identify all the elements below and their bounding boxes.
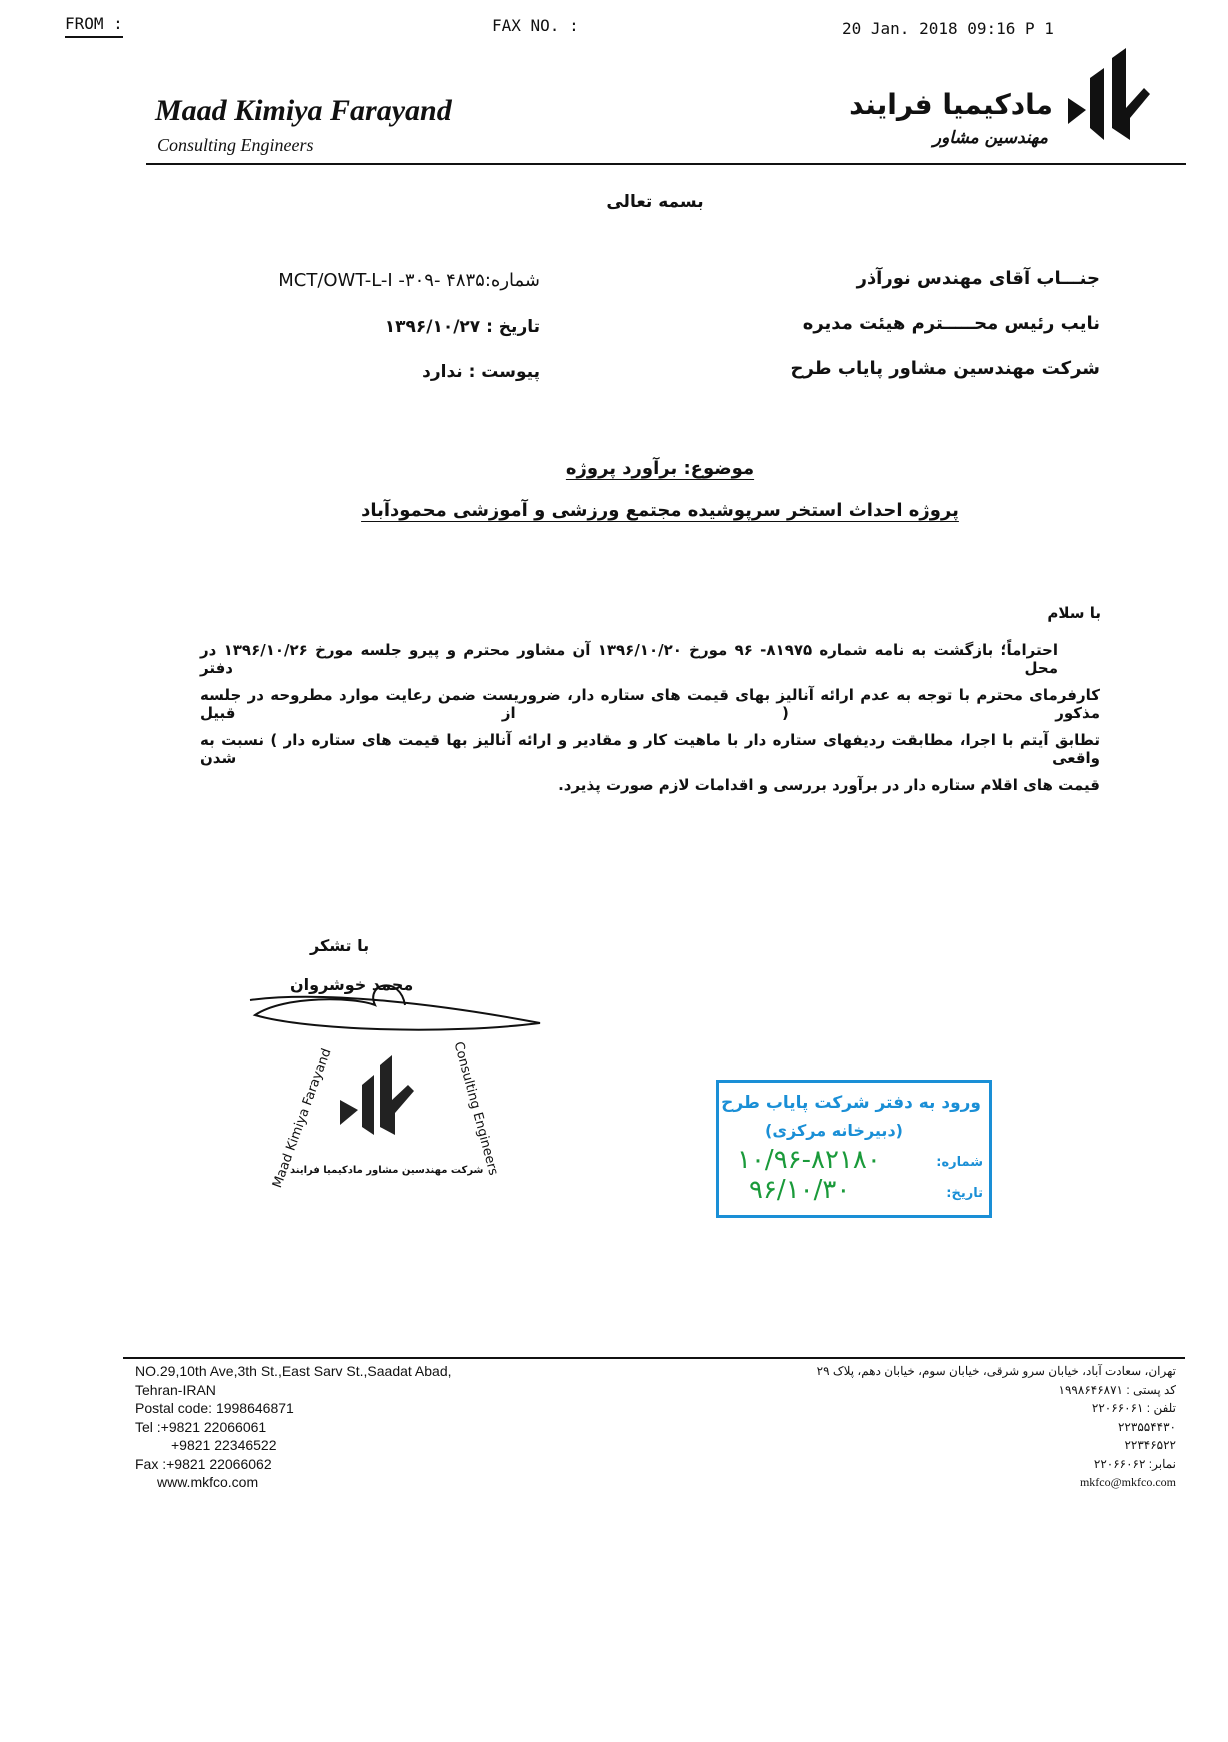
seal-logo-icon bbox=[340, 1055, 420, 1135]
fax-from-label: FROM : bbox=[65, 14, 123, 38]
footer-address-fa-line: تهران، سعادت آباد، خیابان سرو شرقی، خیابان سوم، خیابان دهم، پلاک ۲۹ bbox=[816, 1364, 1176, 1378]
receipt-stamp bbox=[716, 1080, 992, 1218]
signer-name: محمد خوشروان bbox=[290, 975, 414, 994]
footer-website[interactable]: www.mkfco.com bbox=[157, 1474, 259, 1490]
greeting: با سلام bbox=[1047, 604, 1101, 622]
company-logo-icon bbox=[1068, 48, 1158, 140]
footer-postal-fa: کد پستی : ۱۹۹۸۶۴۶۸۷۱ bbox=[1058, 1382, 1176, 1397]
receipt-stamp-title: ورود به دفتر شرکت پایاب طرح bbox=[721, 1093, 981, 1113]
footer-divider bbox=[123, 1357, 1185, 1359]
seal-text-en-right: Consulting Engineers bbox=[450, 1040, 501, 1178]
company-subtitle-fa: مهندسین مشاور bbox=[932, 128, 1048, 148]
closing: با تشکر bbox=[310, 936, 370, 955]
receipt-stamp-subtitle: (دبیرخانه مرکزی) bbox=[765, 1121, 903, 1140]
receipt-number-value: ۱۰/۹۶-۸۲۱۸۰ bbox=[737, 1145, 881, 1175]
company-subtitle-en: Consulting Engineers bbox=[157, 135, 314, 155]
receipt-number-label: شماره: bbox=[936, 1155, 983, 1170]
recipient-line-3: شرکت مهندسین مشاور پایاب طرح bbox=[790, 358, 1100, 379]
recipient-line-1: جنـــاب آقای مهندس نورآذر bbox=[856, 268, 1100, 289]
footer-postal-code: Postal code: 1998646871 bbox=[135, 1400, 294, 1416]
body-line: تطابق آیتم با اجرا، مطابقت ردیفهای ستاره دار با ماهیت کار و مقادیر و ارائه آنالیز بها قیمت های ستاره دار ) نسبت به واقعی شدن bbox=[200, 731, 1100, 767]
body-line: قیمت های اقلام ستاره دار در برآورد بررسی و اقدامات لازم صورت پذیرد. bbox=[558, 776, 1100, 794]
seal-text-en-left: Maad Kimiya Farayand bbox=[270, 1046, 335, 1191]
letter-date: تاریخ : ۱۳۹۶/۱۰/۲۷ bbox=[384, 317, 540, 337]
footer-address-en bbox=[135, 1362, 452, 1492]
company-name-fa: مادکیمیا فرایند bbox=[849, 88, 1053, 121]
recipient-line-2: نایب رئیس محـــــترم هیئت مدیره bbox=[802, 313, 1100, 334]
footer-fax-fa: نمابر: ۲۲۰۶۶۰۶۲ bbox=[1093, 1456, 1176, 1471]
seal-text-fa: شرکت مهندسین مشاور مادکیمیا فرایند bbox=[290, 1165, 484, 1176]
footer-tel-fa-3: ۲۲۳۴۶۵۲۲ bbox=[1124, 1438, 1176, 1452]
receipt-date-value: ۹۶/۱۰/۳۰ bbox=[749, 1175, 851, 1205]
footer-fax: Fax :+9821 22066062 bbox=[135, 1455, 272, 1472]
footer-tel: Tel :+9821 22066061 bbox=[135, 1418, 267, 1435]
footer-address-fa bbox=[817, 1362, 1176, 1492]
footer-email[interactable]: mkfco@mkfco.com bbox=[1079, 1475, 1176, 1489]
letterhead-divider bbox=[146, 163, 1186, 165]
body-line: احتراماً؛ بازگشت به نامه شماره ۸۱۹۷۵- ۹۶ مورخ ۱۳۹۶/۱۰/۲۰ آن مشاور محترم و پیرو جلسه مورخ ۱۳۹۶/۱۰/۲۶ در محل دفتر bbox=[200, 641, 1059, 677]
footer-tel-fa-2: ۲۲۳۵۵۴۴۳۰ bbox=[1117, 1419, 1176, 1434]
body-line: کارفرمای محترم با توجه به عدم ارائه آنالیز بهای قیمت های ستاره دار، ضروریست ضمن رعایت موارد مطروحه در جلسه مذکور ( از قبیل bbox=[200, 686, 1100, 722]
receipt-date-label: تاریخ: bbox=[946, 1186, 983, 1201]
subject-project: پروژه احداث استخر سرپوشیده مجتمع ورزشی و آموزشی محمودآباد bbox=[361, 500, 959, 521]
fax-number-label: FAX NO. : bbox=[492, 16, 579, 35]
company-name-en: Maad Kimiya Farayand bbox=[155, 94, 452, 127]
letter-attachment: پیوست : ندارد bbox=[422, 362, 540, 382]
footer-tel-2: +9821 22346522 bbox=[171, 1437, 277, 1453]
company-seal bbox=[270, 1010, 501, 1191]
footer-address: NO.29,10th Ave,3th St.,East Sarv St.,Saadat Abad, bbox=[135, 1363, 452, 1379]
letter-number: شماره:۴۸۳۵ -MCT/OWT-L-I -۳۰۹ bbox=[278, 270, 540, 291]
footer-tel-fa: تلفن : ۲۲۰۶۶۰۶۱ bbox=[1091, 1401, 1176, 1415]
fax-timestamp: 20 Jan. 2018 09:16 P 1 bbox=[842, 19, 1054, 38]
subject-title: موضوع: برآورد پروژه bbox=[565, 458, 755, 479]
footer-city: Tehran-IRAN bbox=[135, 1381, 216, 1398]
invocation: بسمه تعالی bbox=[606, 192, 704, 212]
